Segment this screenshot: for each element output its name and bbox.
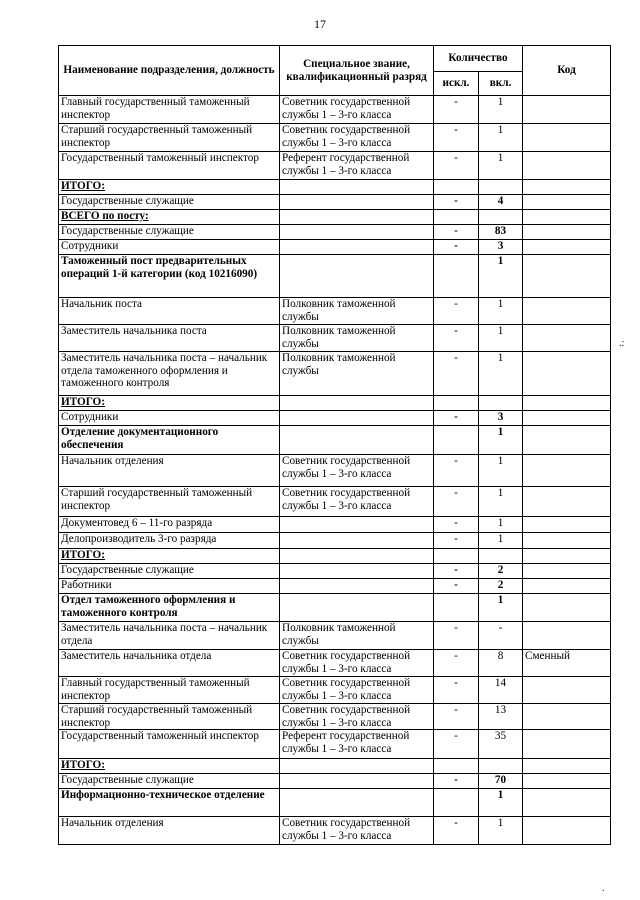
- cell-rank: [280, 426, 434, 455]
- header-incl: вкл.: [479, 72, 523, 96]
- cell-rank: [280, 774, 434, 789]
- cell-rank: [280, 210, 434, 225]
- cell-excl: -: [434, 564, 479, 579]
- table-row: [59, 298, 611, 325]
- cell-incl: 1: [479, 152, 523, 180]
- table-row: [59, 210, 611, 225]
- cell-code: [523, 124, 611, 152]
- cell-rank: [280, 759, 434, 774]
- cell-rank: Полковник таможенной службы: [280, 352, 434, 396]
- cell-incl: 1: [479, 789, 523, 817]
- header-rank: Специальное звание, квалификационный разряд: [280, 46, 434, 96]
- staffing-table: [58, 45, 611, 845]
- table-row: [59, 180, 611, 195]
- cell-incl: 70: [479, 774, 523, 789]
- cell-incl: 1: [479, 325, 523, 352]
- cell-excl: -: [434, 195, 479, 210]
- table-row: [59, 594, 611, 622]
- cell-code: [523, 704, 611, 730]
- cell-excl: -: [434, 411, 479, 426]
- cell-excl: -: [434, 152, 479, 180]
- table-row: [59, 774, 611, 789]
- cell-name: Информационно-техническое отделение: [59, 789, 280, 817]
- cell-name: Сотрудники: [59, 411, 280, 426]
- table-row: [59, 240, 611, 255]
- cell-code: [523, 579, 611, 594]
- cell-excl: [434, 759, 479, 774]
- cell-incl: 2: [479, 564, 523, 579]
- cell-code: [523, 298, 611, 325]
- cell-excl: -: [434, 817, 479, 845]
- table-row: [59, 195, 611, 210]
- cell-incl: [479, 396, 523, 411]
- table-row: [59, 533, 611, 549]
- cell-excl: -: [434, 487, 479, 517]
- cell-code: [523, 533, 611, 549]
- cell-incl: 3: [479, 240, 523, 255]
- cell-code: [523, 152, 611, 180]
- cell-name: Заместитель начальника отдела: [59, 650, 280, 677]
- cell-incl: 3: [479, 411, 523, 426]
- cell-excl: [434, 396, 479, 411]
- cell-rank: Референт государственной службы 1 – 3-го класса: [280, 730, 434, 759]
- cell-code: [523, 411, 611, 426]
- table-row: [59, 411, 611, 426]
- cell-rank: Советник государственной службы 1 – 3-го класса: [280, 487, 434, 517]
- cell-code: [523, 564, 611, 579]
- table-row: [59, 352, 611, 396]
- table-row: [59, 124, 611, 152]
- cell-excl: -: [434, 533, 479, 549]
- cell-name: Заместитель начальника поста: [59, 325, 280, 352]
- cell-rank: Референт государственной службы 1 – 3-го класса: [280, 152, 434, 180]
- cell-rank: [280, 594, 434, 622]
- cell-incl: 4: [479, 195, 523, 210]
- cell-incl: 1: [479, 487, 523, 517]
- cell-rank: Советник государственной службы 1 – 3-го класса: [280, 704, 434, 730]
- cell-code: [523, 180, 611, 195]
- header-excl: искл.: [434, 72, 479, 96]
- cell-name: Делопроизводитель 3-го разряда: [59, 533, 280, 549]
- cell-incl: [479, 549, 523, 564]
- page-number: 17: [314, 17, 326, 31]
- cell-code: [523, 759, 611, 774]
- cell-name: ИТОГО:: [59, 759, 280, 774]
- table-row: [59, 817, 611, 845]
- table-row: [59, 579, 611, 594]
- header-quantity: Количество: [434, 46, 523, 72]
- cell-name: Старший государственный таможенный инспектор: [59, 704, 280, 730]
- table-row: [59, 549, 611, 564]
- cell-code: [523, 677, 611, 704]
- cell-excl: -: [434, 517, 479, 533]
- table-row: [59, 650, 611, 677]
- cell-name: ВСЕГО по посту:: [59, 210, 280, 225]
- cell-name: Государственный таможенный инспектор: [59, 730, 280, 759]
- cell-excl: [434, 594, 479, 622]
- table-row: [59, 152, 611, 180]
- cell-rank: [280, 195, 434, 210]
- cell-name: Государственные служащие: [59, 564, 280, 579]
- cell-incl: 1: [479, 96, 523, 124]
- cell-incl: 1: [479, 352, 523, 396]
- cell-incl: 35: [479, 730, 523, 759]
- cell-excl: -: [434, 240, 479, 255]
- cell-excl: -: [434, 677, 479, 704]
- cell-incl: [479, 759, 523, 774]
- cell-incl: 1: [479, 124, 523, 152]
- cell-code: [523, 240, 611, 255]
- cell-code: Сменный: [523, 650, 611, 677]
- cell-rank: [280, 225, 434, 240]
- cell-code: [523, 96, 611, 124]
- cell-excl: [434, 426, 479, 455]
- cell-rank: Советник государственной службы 1 – 3-го класса: [280, 677, 434, 704]
- cell-code: [523, 225, 611, 240]
- cell-incl: 1: [479, 298, 523, 325]
- cell-excl: -: [434, 96, 479, 124]
- cell-name: Главный государственный таможенный инспектор: [59, 677, 280, 704]
- cell-name: Заместитель начальника поста – начальник отдела таможенного оформления и таможенного контроля: [59, 352, 280, 396]
- cell-name: Документовед 6 – 11-го разряда: [59, 517, 280, 533]
- table-row: [59, 730, 611, 759]
- cell-code: [523, 817, 611, 845]
- cell-name: Работники: [59, 579, 280, 594]
- cell-excl: [434, 255, 479, 298]
- cell-rank: [280, 564, 434, 579]
- cell-rank: [280, 396, 434, 411]
- cell-excl: -: [434, 579, 479, 594]
- cell-excl: [434, 210, 479, 225]
- cell-rank: [280, 549, 434, 564]
- cell-name: ИТОГО:: [59, 549, 280, 564]
- cell-rank: Полковник таможенной службы: [280, 325, 434, 352]
- cell-excl: -: [434, 730, 479, 759]
- cell-rank: [280, 533, 434, 549]
- header-name: Наименование подразделения, должность: [59, 46, 280, 96]
- cell-rank: [280, 789, 434, 817]
- cell-name: Государственный таможенный инспектор: [59, 152, 280, 180]
- table-row: [59, 487, 611, 517]
- table-row: [59, 325, 611, 352]
- table-row: [59, 789, 611, 817]
- cell-excl: -: [434, 622, 479, 650]
- cell-name: Отделение документационного обеспечения: [59, 426, 280, 455]
- cell-code: [523, 517, 611, 533]
- margin-mark: .: [602, 883, 605, 894]
- table-row: [59, 96, 611, 124]
- cell-excl: -: [434, 298, 479, 325]
- cell-name: Начальник отделения: [59, 817, 280, 845]
- cell-excl: -: [434, 704, 479, 730]
- table-row: [59, 759, 611, 774]
- cell-rank: Советник государственной службы 1 – 3-го класса: [280, 455, 434, 487]
- cell-incl: [479, 180, 523, 195]
- table-body: [59, 96, 611, 845]
- cell-code: [523, 549, 611, 564]
- cell-code: [523, 396, 611, 411]
- cell-excl: -: [434, 325, 479, 352]
- cell-incl: 14: [479, 677, 523, 704]
- cell-incl: [479, 210, 523, 225]
- cell-incl: 83: [479, 225, 523, 240]
- cell-excl: [434, 789, 479, 817]
- cell-rank: [280, 240, 434, 255]
- cell-code: [523, 622, 611, 650]
- cell-rank: Советник государственной службы 1 – 3-го класса: [280, 650, 434, 677]
- cell-incl: 1: [479, 426, 523, 455]
- cell-code: [523, 210, 611, 225]
- cell-excl: -: [434, 124, 479, 152]
- cell-code: [523, 195, 611, 210]
- cell-code: [523, 352, 611, 396]
- cell-rank: [280, 411, 434, 426]
- cell-code: [523, 426, 611, 455]
- cell-name: Старший государственный таможенный инспектор: [59, 124, 280, 152]
- cell-name: Начальник поста: [59, 298, 280, 325]
- cell-incl: 1: [479, 517, 523, 533]
- table-row: [59, 455, 611, 487]
- cell-rank: [280, 180, 434, 195]
- margin-mark: .:: [619, 338, 625, 349]
- cell-incl: 1: [479, 255, 523, 298]
- cell-name: Начальник отделения: [59, 455, 280, 487]
- cell-incl: 13: [479, 704, 523, 730]
- cell-name: Государственные служащие: [59, 774, 280, 789]
- cell-excl: -: [434, 650, 479, 677]
- cell-incl: 1: [479, 594, 523, 622]
- cell-name: Старший государственный таможенный инспектор: [59, 487, 280, 517]
- cell-code: [523, 594, 611, 622]
- header-code: Код: [523, 46, 611, 96]
- cell-rank: Полковник таможенной службы: [280, 622, 434, 650]
- table-row: [59, 704, 611, 730]
- cell-name: Главный государственный таможенный инспектор: [59, 96, 280, 124]
- cell-incl: 2: [479, 579, 523, 594]
- cell-code: [523, 487, 611, 517]
- cell-code: [523, 325, 611, 352]
- cell-rank: Полковник таможенной службы: [280, 298, 434, 325]
- table-row: [59, 225, 611, 240]
- cell-code: [523, 455, 611, 487]
- table-row: [59, 564, 611, 579]
- cell-rank: [280, 579, 434, 594]
- table-row: [59, 517, 611, 533]
- cell-name: Государственные служащие: [59, 195, 280, 210]
- cell-excl: -: [434, 352, 479, 396]
- cell-name: Отдел таможенного оформления и таможенного контроля: [59, 594, 280, 622]
- cell-rank: [280, 255, 434, 298]
- cell-rank: Советник государственной службы 1 – 3-го класса: [280, 817, 434, 845]
- cell-incl: 1: [479, 455, 523, 487]
- cell-incl: 8: [479, 650, 523, 677]
- cell-incl: 1: [479, 817, 523, 845]
- cell-code: [523, 730, 611, 759]
- cell-name: ИТОГО:: [59, 396, 280, 411]
- cell-name: Таможенный пост предварительных операций 1-й категории (код 10216090): [59, 255, 280, 298]
- cell-excl: [434, 180, 479, 195]
- cell-code: [523, 789, 611, 817]
- cell-name: ИТОГО:: [59, 180, 280, 195]
- cell-excl: [434, 549, 479, 564]
- table-row: [59, 677, 611, 704]
- cell-name: Государственные служащие: [59, 225, 280, 240]
- cell-incl: 1: [479, 533, 523, 549]
- table-row: [59, 426, 611, 455]
- cell-rank: Советник государственной службы 1 – 3-го класса: [280, 124, 434, 152]
- table-row: [59, 622, 611, 650]
- cell-name: Сотрудники: [59, 240, 280, 255]
- table-row: [59, 255, 611, 298]
- cell-name: Заместитель начальника поста – начальник отдела: [59, 622, 280, 650]
- cell-incl: -: [479, 622, 523, 650]
- cell-rank: Советник государственной службы 1 – 3-го класса: [280, 96, 434, 124]
- cell-excl: -: [434, 774, 479, 789]
- cell-excl: -: [434, 455, 479, 487]
- cell-code: [523, 774, 611, 789]
- table-row: [59, 396, 611, 411]
- cell-rank: [280, 517, 434, 533]
- cell-code: [523, 255, 611, 298]
- cell-excl: -: [434, 225, 479, 240]
